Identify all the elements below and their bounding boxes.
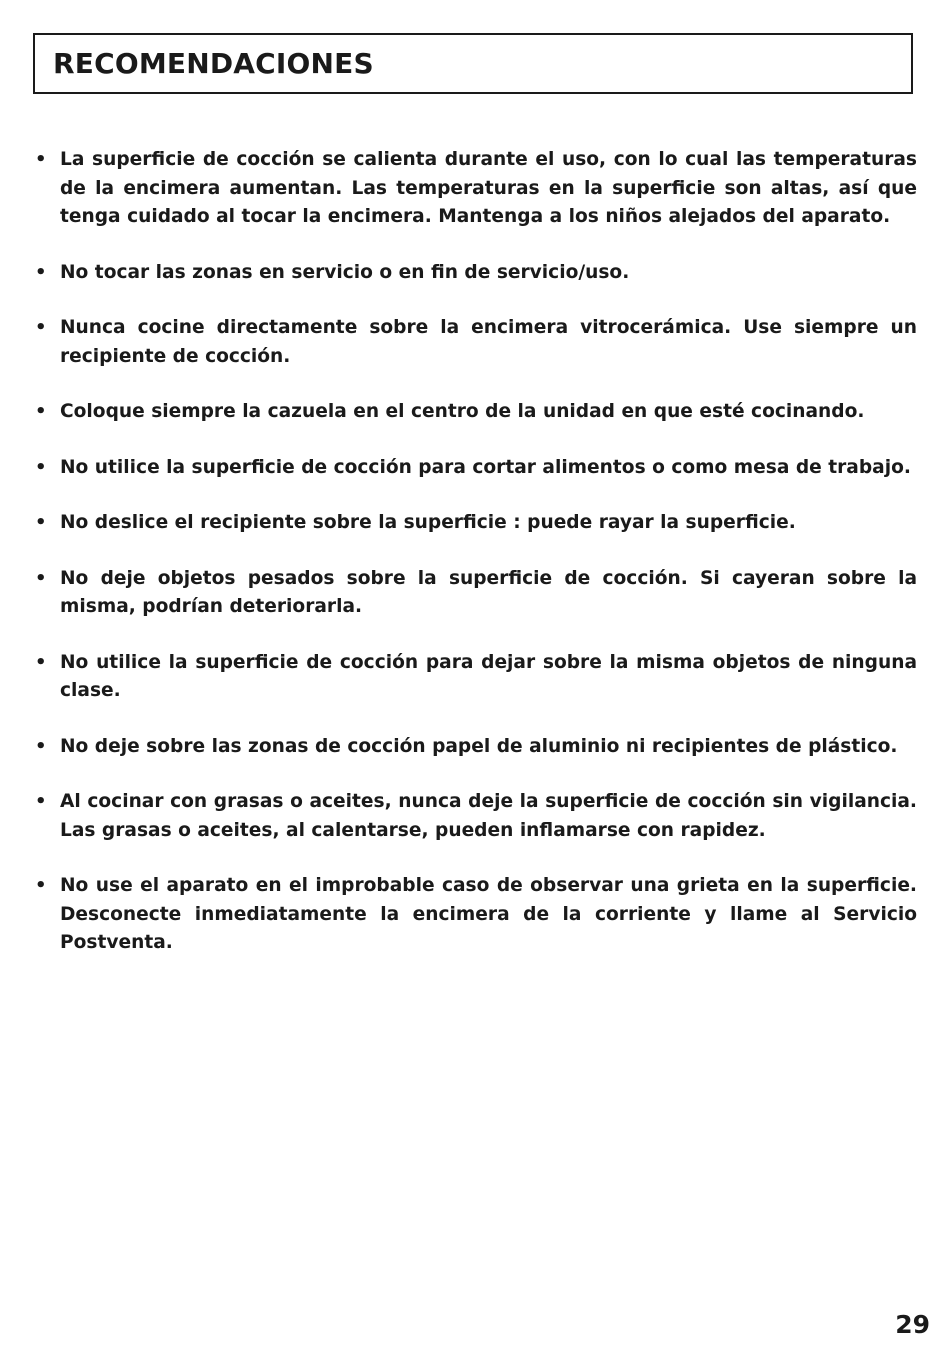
bullet-icon: • — [35, 512, 47, 533]
bullet-icon: • — [35, 456, 47, 478]
recommendation-text: No deslice el recipiente sobre la superficie : puede rayar la superficie. — [60, 512, 796, 533]
recommendation-text: Nunca cocine directamente sobre la encimera vitrocerámica. Use siempre un recipiente de cocción. — [60, 317, 917, 367]
list-item — [33, 509, 917, 538]
recommendation-text: No deje objetos pesados sobre la superficie de cocción. Si cayeran sobre la misma, podrían deteriorarla. — [60, 567, 917, 617]
bullet-icon: • — [35, 401, 47, 422]
bullet-icon: • — [35, 317, 47, 338]
bullet-icon: • — [35, 149, 47, 170]
list-item — [33, 733, 917, 762]
list-item — [33, 454, 917, 483]
list-item — [33, 788, 917, 845]
section-title-box — [33, 33, 913, 94]
page-title: RECOMENDACIONES — [53, 47, 374, 80]
recommendations-list — [33, 146, 917, 985]
bullet-icon: • — [35, 261, 47, 283]
recommendation-text: Coloque siempre la cazuela en el centro de la unidad en que esté cocinando. — [60, 401, 865, 422]
recommendation-text: No deje sobre las zonas de cocción papel de aluminio ni recipientes de plástico. — [60, 735, 898, 757]
list-item — [33, 314, 917, 371]
list-item — [33, 146, 917, 232]
recommendation-text: Al cocinar con grasas o aceites, nunca deje la superficie de cocción sin vigilancia. Las grasas o aceites, al calentarse, pueden inflamarse con rapidez. — [60, 791, 917, 841]
list-item — [33, 259, 917, 288]
bullet-icon: • — [35, 735, 47, 757]
list-item — [33, 565, 917, 622]
recommendation-text: La superficie de cocción se calienta durante el uso, con lo cual las temperaturas de la encimera aumentan. Las temperaturas en la superficie son altas, así que tenga cuidado al tocar la encimera. Mantenga a los niños alejados del aparato. — [60, 149, 917, 227]
bullet-icon: • — [35, 791, 47, 812]
bullet-icon: • — [35, 875, 47, 896]
list-item — [33, 398, 917, 427]
page-number: 29 — [895, 1310, 930, 1339]
recommendation-text: No utilice la superficie de cocción para dejar sobre la misma objetos de ninguna clase. — [60, 651, 917, 701]
bullet-icon: • — [35, 567, 47, 589]
recommendation-text: No use el aparato en el improbable caso de observar una grieta en la superficie. Desconecte inmediatamente la encimera de la corriente y llame al Servicio Postventa. — [60, 875, 917, 953]
recommendation-text: No tocar las zonas en servicio o en fin de servicio/uso. — [60, 261, 630, 283]
list-item — [33, 872, 917, 958]
list-item — [33, 649, 917, 706]
bullet-icon: • — [35, 651, 47, 673]
recommendation-text: No utilice la superficie de cocción para cortar alimentos o como mesa de trabajo. — [60, 456, 911, 478]
